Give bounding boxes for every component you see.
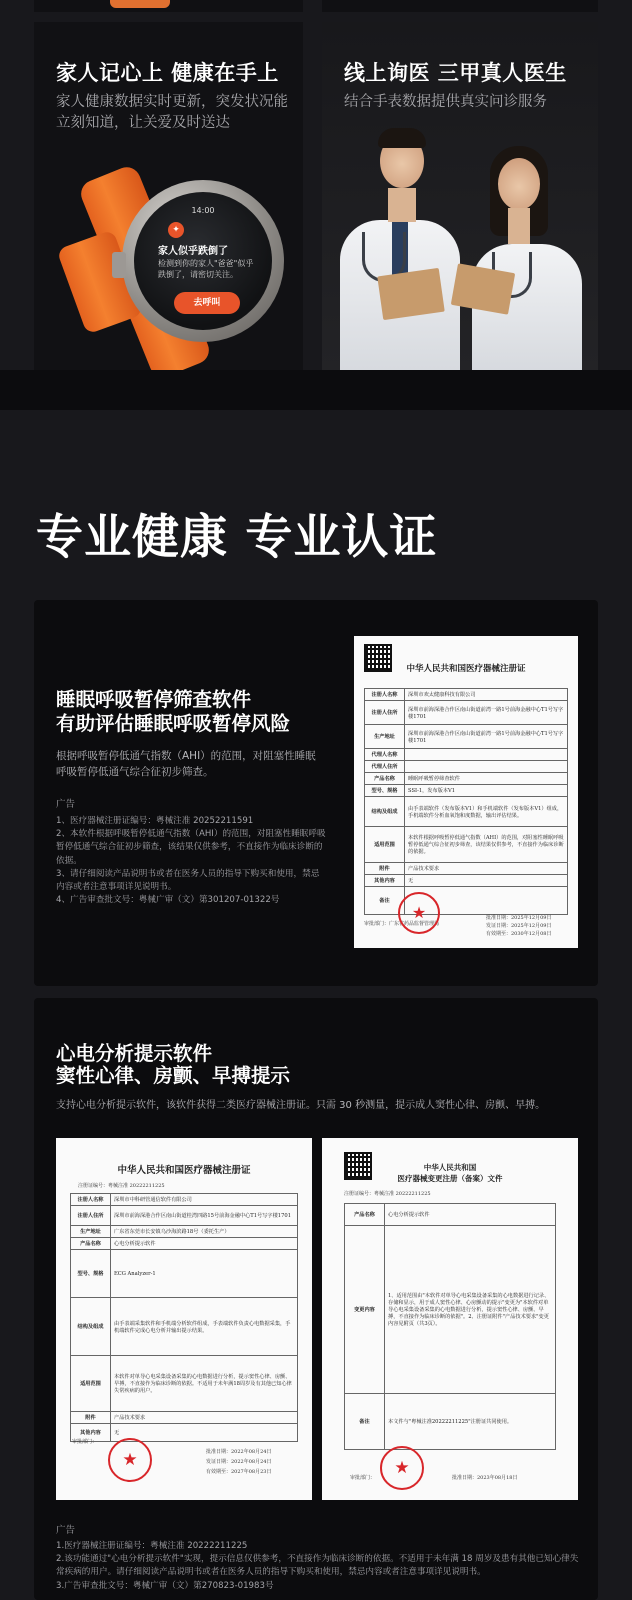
cert-value: 产品技术要求 (111, 1412, 298, 1424)
ad-line: 3、请仔细阅读产品说明书或者在医务人员的指导下购买和使用，禁忌内容或者注意事项详见说明书。 (56, 868, 320, 893)
cert-key: 备注 (365, 887, 405, 915)
ad-label: 广告 (56, 1525, 76, 1536)
cert-key: 代理人住所 (365, 761, 405, 773)
doctor-male-hair (378, 128, 426, 148)
sleep-heading-1: 睡眠呼吸暂停筛查软件 (56, 688, 252, 711)
ad-line: 2.该功能通过"心电分析提示软件"实现，提示信息仅供参考，不直接作为临床诊断的依据。不适用于未年满 18 周岁及患有其他已知心律失常疾病的用户。请仔细阅读产品说明书或者在医务人员的指导下购买和使用，禁忌内容或者注意事项详见说明书。 (56, 1554, 579, 1578)
cert-table (364, 688, 568, 915)
cert-title: 中华人民共和国医疗器械注册证 (117, 1165, 251, 1176)
watch-time: 14:00 (191, 206, 215, 215)
ad-label: 广告 (56, 799, 76, 810)
official-seal: ★ (380, 1446, 424, 1490)
cert-key: 产品名称 (71, 1238, 111, 1250)
doctor-female-neck (508, 208, 530, 244)
cert-key: 结构及组成 (71, 1298, 111, 1356)
ad-line: 4、广告审查批文号：粤械广审（文）第301207-01322号 (56, 895, 280, 906)
cert-key: 其他内容 (365, 875, 405, 887)
cert-key: 注册人住所 (71, 1206, 111, 1226)
ecg-heading-1: 心电分析提示软件 (56, 1042, 213, 1065)
watch-face (134, 192, 272, 330)
cert-value (405, 761, 568, 773)
cert-dept: 审批部门： (72, 1439, 98, 1445)
cert-key: 生产地址 (365, 725, 405, 749)
cert-value: 心电分析提示软件 (385, 1204, 556, 1226)
cert-value: 由手表端软件（发布版本V1）和手机端软件（发布版本V1）组成，手机端软件分析血氧饱和度数据，输出评估结果。 (405, 797, 568, 827)
ad-line: 1、医疗器械注册证编号：粤械注准 20252211591 (56, 816, 254, 826)
cert-key: 注册人住所 (365, 701, 405, 725)
sleep-ad-list (56, 815, 326, 907)
ecg-heading-2: 窦性心律、房颤、早搏提示 (56, 1064, 291, 1087)
cert-value: ECG Analyzer-1 (111, 1250, 298, 1298)
cert-key: 适用范围 (365, 827, 405, 863)
ecg-certificate (56, 1138, 312, 1500)
cert-valid-date: 有效期至：2030年12月08日 (486, 931, 552, 937)
cert-valid-date: 有效期至：2027年08月23日 (206, 1469, 272, 1475)
cert-key: 附件 (365, 863, 405, 875)
cert-key: 产品名称 (345, 1204, 385, 1226)
sleep-certificate (354, 636, 578, 948)
cert-value (405, 749, 568, 761)
official-seal: ★ (398, 892, 440, 934)
cert-value: 无 (111, 1424, 298, 1442)
cert-key: 备注 (345, 1394, 385, 1450)
strap-fragment (110, 0, 170, 8)
feature-card-doctor (322, 22, 598, 370)
cert-key: 注册人名称 (71, 1194, 111, 1206)
cert-key: 型号、规格 (71, 1250, 111, 1298)
cert-title-line2: 医疗器械变更注册（备案）文件 (397, 1174, 503, 1183)
fall-alert-icon: ✦ (168, 222, 184, 238)
cert-value: 深圳市前海深港合作区南山街道桂湾四路15号前海金融中心T1号写字楼1701 (111, 1206, 298, 1226)
cert-table (70, 1193, 298, 1442)
previous-card-right (322, 0, 598, 12)
cert-issue-date: 发证日期：2025年12月09日 (486, 923, 552, 929)
cert-value: 无 (405, 875, 568, 887)
cert-key: 结构及组成 (365, 797, 405, 827)
feature-title: 线上询医 三甲真人医生 (344, 61, 567, 85)
clipboard-female (451, 263, 515, 314)
cert-dept: 审批部门：广东省药品监督管理局 (364, 921, 440, 927)
cert-approval-date: 批准日期：2022年08月24日 (206, 1449, 272, 1455)
cert-value: 心电分析提示软件 (111, 1238, 298, 1250)
cert-approval-date: 批准日期：2025年12月09日 (486, 915, 552, 921)
cert-number: 注册证编号：粤械注准 20222211225 (344, 1191, 431, 1197)
ecg-ad-list (56, 1540, 586, 1593)
cert-value: 深圳市前海深港合作区南山街道前湾一路1号前海金融中心T1号写字楼1701 (405, 725, 568, 749)
cert-value: 深圳市前海深港合作区南山街道前湾一路1号前海金融中心T1号写字楼1701 (405, 701, 568, 725)
watch-crown (112, 252, 126, 278)
ecg-change-certificate (322, 1138, 578, 1500)
cert-value: 睡眠呼吸暂停筛查软件 (405, 773, 568, 785)
clipboard-male (377, 268, 445, 320)
cert-number: 注册证编号：粤械注准 20222211225 (78, 1183, 165, 1189)
cert-value: 由手表端采集软件和手机端分析软件组成，手表端软件负责心电数据采集，手机端软件完成心电分析并输出提示结果。 (111, 1298, 298, 1356)
cert-value: 深圳市中科研管通信软件有限公司 (111, 1194, 298, 1206)
feature-subtitle: 家人健康数据实时更新，突发状况能立刻知道，让关爱及时送达 (56, 94, 288, 131)
feature-title: 家人记心上 健康在手上 (56, 61, 279, 85)
cert-key: 代理人名称 (365, 749, 405, 761)
ad-line: 1.医疗器械注册证编号：粤械注准 20222211225 (56, 1541, 248, 1551)
sleep-apnea-card (34, 600, 598, 986)
cert-value: 深圳市欢太健康科技有限公司 (405, 689, 568, 701)
feature-subtitle: 结合手表数据提供真实问诊服务 (344, 94, 547, 110)
cert-value: SSI-1，发布版本V1 (405, 785, 568, 797)
cert-value: 本软件根据呼吸暂停低通气指数（AHI）的范围，对阻塞性睡眠呼吸暂停低通气综合征初步筛查，该结果仅供参考，不直接作为临床诊断的依据。 (405, 827, 568, 863)
cert-title: 中华人民共和国医疗器械注册证 (406, 664, 526, 674)
cert-value: 本软件对单导心电采集设备采集的心电数据进行分析，提示窦性心律、房颤、早搏，不直接作为临床诊断的依据。不适用于未年满18周岁及有其他已知心律失常疾病的用户。 (111, 1356, 298, 1412)
sleep-description: 根据呼吸暂停低通气指数（AHI）的范围，对阻塞性睡眠呼吸暂停低通气综合征初步筛查。 (56, 750, 316, 778)
cert-key: 产品名称 (365, 773, 405, 785)
cert-approval-date: 批准日期：2023年08月18日 (452, 1475, 518, 1481)
watch-alert-title: 家人似乎跌倒了 (158, 246, 228, 257)
cert-table (344, 1203, 556, 1450)
cert-dept: 审批部门： (350, 1475, 376, 1481)
official-seal: ★ (108, 1438, 152, 1482)
ecg-card (34, 998, 598, 1600)
cert-key: 其他内容 (71, 1424, 111, 1442)
cert-value: 本文件与"粤械注准20222211225"注册证共同使用。 (385, 1394, 556, 1450)
cert-title-line1: 中华人民共和国 (423, 1163, 477, 1172)
cert-value: 产品技术要求 (405, 863, 568, 875)
cert-value: 1、适用范围由"本软件对单导心电采集设备采集的心电数据进行记录、存储和显示，用于成人窦性心律、心房颤动的提示"变更为"本软件对单导心电采集设备采集的心电数据进行分析，提示窦性心律、房颤、早搏，不直接作为临床诊断的依据"。2、注册证附件"产品技术要求"变更内容见附页（共3页）。 (385, 1226, 556, 1394)
ecg-description: 支持心电分析提示软件，该软件获得二类医疗器械注册证。只需 30 秒测量，提示成人窦性心律、房颤、早搏。 (56, 1100, 546, 1111)
cert-value: 广东省东莞市长安镇乌沙海滨路18号（委托生产） (111, 1226, 298, 1238)
cert-key: 注册人名称 (365, 689, 405, 701)
cert-issue-date: 发证日期：2022年08月24日 (206, 1459, 272, 1465)
cert-key: 变更内容 (345, 1226, 385, 1394)
cert-section-title: 专业健康 专业认证 (36, 510, 438, 565)
section-divider (0, 370, 632, 410)
feature-card-family (34, 22, 303, 370)
sleep-heading-2: 有助评估睡眠呼吸暂停风险 (56, 712, 291, 735)
call-button[interactable]: 去呼叫 (174, 292, 240, 314)
cert-key: 适用范围 (71, 1356, 111, 1412)
ad-line: 3.广告审查批文号：粤械广审（文）第270823-01983号 (56, 1580, 274, 1591)
cert-key: 生产地址 (71, 1226, 111, 1238)
ad-line: 2、本软件根据呼吸暂停低通气指数（AHI）的范围，对阻塞性睡眠呼吸暂停低通气综合征初步筛查，该结果仅供参考，不直接作为临床诊断的依据。 (56, 829, 326, 866)
cert-key: 附件 (71, 1412, 111, 1424)
doctor-male-neck (388, 188, 416, 222)
cert-key: 型号、规格 (365, 785, 405, 797)
watch-alert-text: 检测到你的家人"爸爸"似乎跌倒了，请密切关注。 (158, 259, 254, 279)
doctor-female-face (498, 158, 540, 210)
